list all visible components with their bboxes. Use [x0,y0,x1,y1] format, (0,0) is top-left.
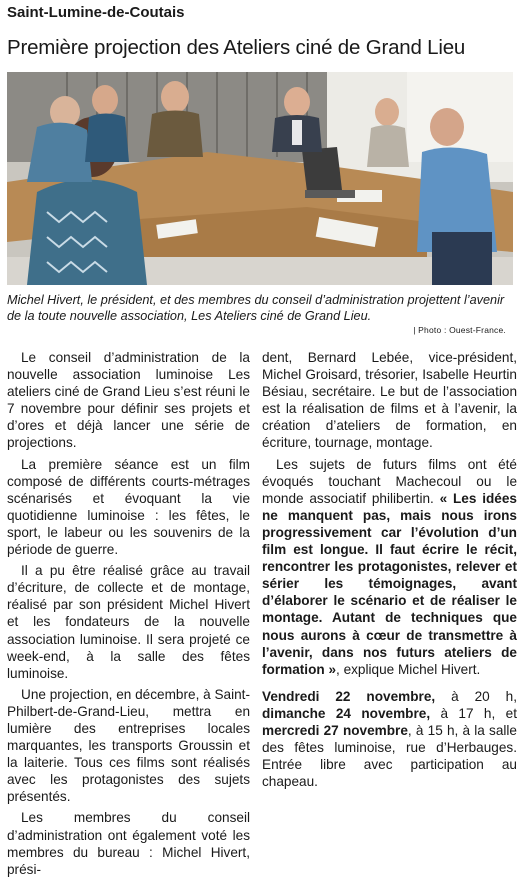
schedule-time-1: à 20 h, [435,688,517,704]
photo-caption: Michel Hivert, le président, et des membres du conseil d’administration projettent l’avenir de la toute nouvelle association, Les Ateliers ciné de Grand Lieu. [7,293,505,323]
schedule-date-3: mercredi 27 novembre [262,722,408,738]
quote-intro: Les sujets de futurs films ont été évoqués touchant Machecoul ou le monde associatif philibertin. [262,456,517,506]
paragraph: Le conseil d’administration de la nouvelle association luminoise Les ateliers ciné de Grand Lieu s’est réuni le 7 novembre pour définir ses projets et d’ores et déjà lancer une série de projections. [7,350,250,451]
photo-credit: | Photo : Ouest-France. [413,325,506,335]
schedule-time-2: à 17 h, et [430,705,517,721]
paragraph: Une projection, en décembre, à Saint-Philbert-de-Grand-Lieu, mettra en lumière des entreprises locales marquantes, les transports Groussin et la laiterie. Tous ces films sont réalisés avec les protagonistes des sujets présentés. [7,686,250,805]
paragraph: Il a pu être réalisé grâce au travail d’écriture, de collecte et de montage, réalisé par son président Michel Hivert et les fondateurs de la nouvelle association luminoise. Il sera projeté ce week-end, à la salle des fêtes luminoise. [7,563,250,681]
article-column-2 [262,349,517,794]
paragraph: Les membres du conseil d’administration ont également voté les membres du bureau : Michel Hivert, prési- [7,810,250,877]
schedule-paragraph [262,688,517,791]
schedule-details: , à 15 h, à la salle des fêtes luminoise, rue d’Herbauges. Entrée libre avec participation au chapeau. [262,722,517,790]
schedule-date-2: dimanche 24 novembre, [262,705,431,721]
article-photo [7,72,513,285]
article-column-1 [7,349,250,882]
paragraph-quote [262,456,517,678]
quote-attribution: , explique Michel Hivert. [336,661,481,677]
town-heading: Saint-Lumine-de-Coutais [7,4,185,21]
article-headline: Première projection des Ateliers ciné de Grand Lieu [7,36,466,59]
schedule-date-1: Vendredi 22 novembre, [262,688,436,704]
quote-text: « Les idées ne manquent pas, mais nous irons progressivement car l’évolution d’un film est longue. Il faut écrire le récit, rencontrer les protagonistes, relever et sérier les témoignages, avant d’élaborer le scénario et de réaliser le montage. Autant de techniques que nous aurons à cœur de transmettre à l’avenir, dans nos futurs ateliers de formation » [262,490,517,677]
paragraph: dent, Bernard Lebée, vice-président, Michel Groisard, trésorier, Isabelle Heurtin Bésiau, secrétaire. Le but de l’association est la réalisation de films et à l’avenir, la création d’ateliers de formation, en écriture, tournage, montage. [262,350,517,451]
paragraph: La première séance est un film composé de différents courts-métrages scénarisés et évoquant la vie quotidienne luminoise : les fêtes, le sport, le labeur ou les souvenirs de la période de guerre. [7,456,250,558]
